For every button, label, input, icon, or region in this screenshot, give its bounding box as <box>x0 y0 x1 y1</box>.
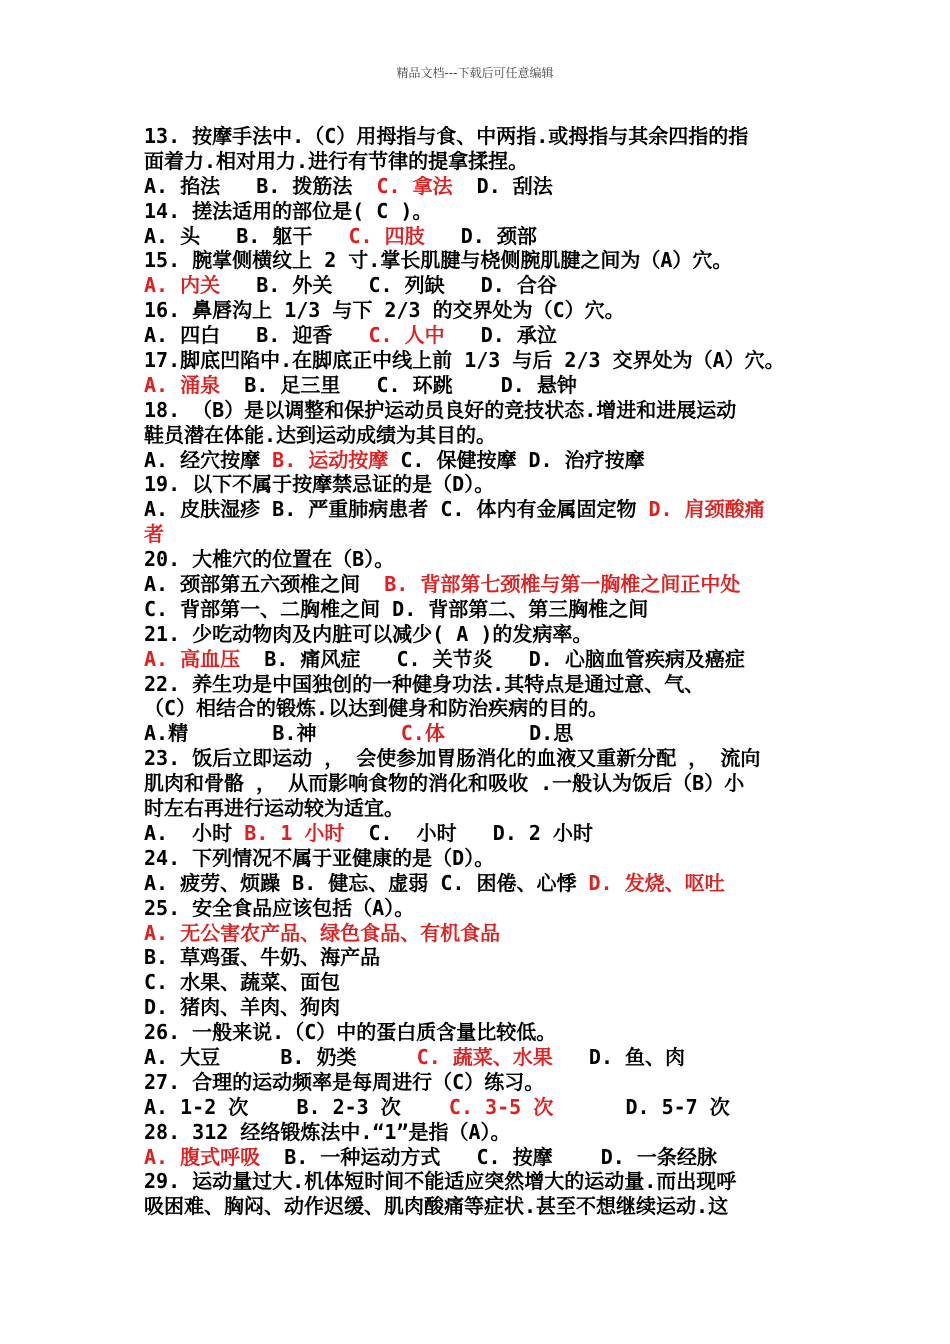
answer-highlight: D. 发烧、呕吐 <box>588 870 725 895</box>
text-segment: A. 大豆 B. 奶类 <box>144 1044 417 1069</box>
text-line <box>144 448 814 473</box>
text-line <box>144 896 814 921</box>
text-line <box>144 398 814 423</box>
text-line <box>144 1194 814 1219</box>
answer-highlight: D. 肩颈酸痛 <box>648 497 765 522</box>
text-segment: C. 背部第一、二胸椎之间 D. 背部第二、第三胸椎之间 <box>144 596 649 621</box>
text-line <box>144 423 814 448</box>
text-segment: 28. 312 经络锻炼法中.“1”是指（A）。 <box>144 1119 511 1144</box>
text-line <box>144 124 814 149</box>
text-segment: A. 疲劳、烦躁 B. 健忘、虚弱 C. 困倦、心悸 <box>144 870 589 895</box>
text-line <box>144 921 814 946</box>
answer-highlight: B. 背部第七颈椎与第一胸椎之间正中处 <box>384 572 741 597</box>
text-line <box>144 622 814 647</box>
answer-highlight: C. 3-5 次 <box>448 1094 554 1119</box>
text-segment: B. 草鸡蛋、牛奶、海产品 <box>144 945 381 970</box>
text-line <box>144 721 814 746</box>
text-line <box>144 821 814 846</box>
text-segment: 17.脚底凹陷中.在脚底正中线上前 1/3 与后 2/3 交界处为（A）穴。 <box>144 348 785 373</box>
answer-highlight: A. 腹式呼吸 <box>144 1144 261 1169</box>
text-line <box>144 696 814 721</box>
text-segment: 19. 以下不属于按摩禁忌证的是（D）。 <box>144 472 495 497</box>
answer-highlight: B. 1 小时 <box>244 820 345 845</box>
text-segment: D. 5-7 次 <box>553 1094 730 1119</box>
text-line <box>144 871 814 896</box>
text-line <box>144 672 814 697</box>
text-segment: A. 小时 <box>144 820 245 845</box>
text-segment: A. 四白 B. 迎香 <box>144 323 369 348</box>
text-line <box>144 597 814 622</box>
text-segment: 27. 合理的运动频率是每周进行（C）练习。 <box>144 1069 545 1094</box>
question-list <box>144 124 814 1219</box>
text-line <box>144 472 814 497</box>
text-segment: D. 承泣 <box>444 323 557 348</box>
text-line <box>144 298 814 323</box>
text-segment: 15. 腕掌侧横纹上 2 寸.掌长肌腱与桡侧腕肌腱之间为（A）穴。 <box>144 248 733 273</box>
text-segment: A.精 B.神 <box>144 721 401 746</box>
text-line <box>144 248 814 273</box>
text-segment: 面着力.相对用力.进行有节律的提拿揉捏。 <box>144 148 529 173</box>
text-segment: B. 足三里 C. 环跳 D. 悬钟 <box>220 372 577 397</box>
text-line <box>144 846 814 871</box>
answer-highlight: A. 内关 <box>144 273 221 298</box>
text-line <box>144 149 814 174</box>
text-segment: B. 一种运动方式 C. 按摩 D. 一条经脉 <box>260 1144 717 1169</box>
text-segment: 26. 一般来说.（C）中的蛋白质含量比较低。 <box>144 1020 557 1045</box>
text-line <box>144 771 814 796</box>
text-segment: B. 外关 C. 列缺 D. 合谷 <box>220 273 557 298</box>
text-line <box>144 746 814 771</box>
text-segment: D. 猪肉、羊肉、狗肉 <box>144 995 341 1020</box>
text-segment: A. 颈部第五六颈椎之间 <box>144 572 385 597</box>
text-segment: B. 痛风症 C. 关节炎 D. 心脑血管疾病及癌症 <box>240 646 745 671</box>
text-segment: 14. 搓法适用的部位是( C )。 <box>144 198 433 223</box>
answer-highlight: A. 涌泉 <box>144 372 221 397</box>
text-line <box>144 323 814 348</box>
text-segment: A. 掐法 B. 拨筋法 <box>144 173 377 198</box>
text-line <box>144 348 814 373</box>
text-segment: A. 头 B. 躯干 <box>144 223 349 248</box>
text-line <box>144 647 814 672</box>
text-segment: C. 保健按摩 D. 治疗按摩 <box>388 447 645 472</box>
text-segment: 24. 下列情况不属于亚健康的是（D）。 <box>144 845 495 870</box>
text-segment: D. 颈部 <box>424 223 537 248</box>
text-segment: A. 皮肤湿疹 B. 严重肺病患者 C. 体内有金属固定物 <box>144 497 649 522</box>
text-segment: 23. 饭后立即运动 ， 会使参加胃肠消化的血液又重新分配 ， 流向 <box>144 746 761 771</box>
text-segment: 16. 鼻唇沟上 1/3 与下 2/3 的交界处为（C）穴。 <box>144 298 625 323</box>
text-line <box>144 547 814 572</box>
text-segment: 25. 安全食品应该包括（A）。 <box>144 895 415 920</box>
text-segment: （C）相结合的锻炼.以达到健身和防治疾病的目的。 <box>144 696 609 721</box>
text-line <box>144 522 814 547</box>
answer-highlight: C. 四肢 <box>348 223 425 248</box>
text-line <box>144 497 814 522</box>
text-line <box>144 273 814 298</box>
text-segment: 22. 养生功是中国独创的一种健身功法.其特点是通过意、气、 <box>144 671 705 696</box>
answer-highlight: 者 <box>144 522 164 547</box>
text-line <box>144 1020 814 1045</box>
text-line <box>144 1045 814 1070</box>
text-segment: 肌肉和骨骼 ， 从而影响食物的消化和吸收 .一般认为饭后（B）小 <box>144 771 745 796</box>
text-segment: 21. 少吃动物肉及内脏可以减少( A )的发病率。 <box>144 621 593 646</box>
text-segment: 鞋员潜在体能.达到运动成绩为其目的。 <box>144 422 497 447</box>
text-segment: 时左右再进行运动较为适宜。 <box>144 796 404 821</box>
text-line <box>144 224 814 249</box>
text-segment: D.思 <box>444 721 574 746</box>
text-segment: C. 小时 D. 2 小时 <box>344 820 594 845</box>
text-segment: D. 刮法 <box>452 173 553 198</box>
text-segment: C. 水果、蔬菜、面包 <box>144 970 341 995</box>
text-segment: 29. 运动量过大.机体短时间不能适应突然增大的运动量.而出现呼 <box>144 1169 737 1194</box>
text-segment: 13. 按摩手法中.（C）用拇指与食、中两指.或拇指与其余四指的指 <box>144 124 749 148</box>
text-segment: 吸困难、胸闷、动作迟缓、肌肉酸痛等症状.甚至不想继续运动.这 <box>144 1194 729 1219</box>
text-line <box>144 1095 814 1120</box>
text-segment: D. 鱼、肉 <box>552 1044 686 1069</box>
answer-highlight: A. 无公害农产品、绿色食品、有机食品 <box>144 920 501 945</box>
text-line <box>144 1120 814 1145</box>
text-line <box>144 1070 814 1095</box>
text-line <box>144 945 814 970</box>
answer-highlight: C. 蔬菜、水果 <box>416 1044 553 1069</box>
answer-highlight: A. 高血压 <box>144 646 241 671</box>
text-segment: 20. 大椎穴的位置在（B）。 <box>144 547 395 572</box>
text-line <box>144 1145 814 1170</box>
text-line <box>144 796 814 821</box>
text-line <box>144 572 814 597</box>
answer-highlight: C.体 <box>400 721 445 746</box>
text-line <box>144 373 814 398</box>
answer-highlight: C. 拿法 <box>376 173 453 198</box>
text-line <box>144 970 814 995</box>
text-line <box>144 174 814 199</box>
answer-highlight: B. 运动按摩 <box>272 447 389 472</box>
text-line <box>144 995 814 1020</box>
page-header: 精品文档---下载后可任意编辑 <box>396 66 554 80</box>
answer-highlight: C. 人中 <box>368 323 445 348</box>
text-line <box>144 199 814 224</box>
text-segment: A. 经穴按摩 <box>144 447 273 472</box>
text-line <box>144 1169 814 1194</box>
text-segment: A. 1-2 次 B. 2-3 次 <box>144 1094 449 1119</box>
text-segment: 18. （B）是以调整和保护运动员良好的竞技状态.增进和进展运动 <box>144 397 737 422</box>
